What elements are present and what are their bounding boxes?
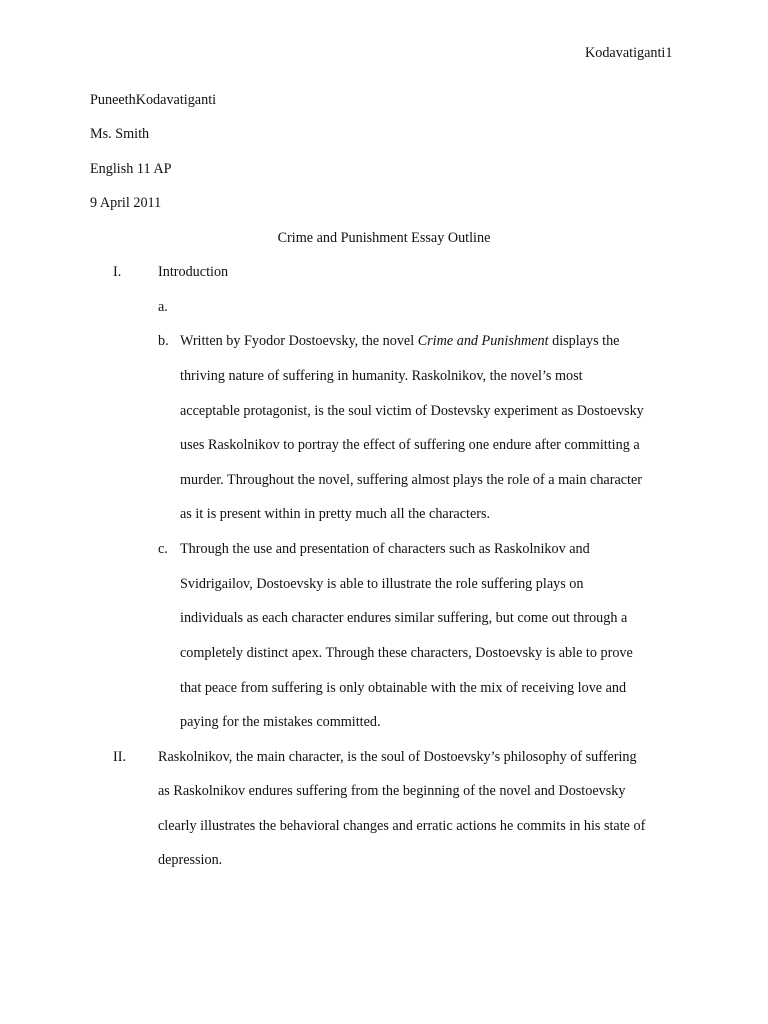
teacher-name: Ms. Smith bbox=[90, 126, 150, 142]
student-name: PuneethKodavatiganti bbox=[90, 92, 217, 108]
novel-title-italic: Crime and Punishment bbox=[417, 333, 549, 349]
course-name: English 11 AP bbox=[90, 161, 172, 177]
running-head: Kodavatiganti1 bbox=[585, 45, 673, 61]
item-c-line-4: completely distinct apex. Through these characters, Dostoevsky is able to prove bbox=[180, 645, 633, 661]
section-2-line-4: depression. bbox=[158, 852, 223, 868]
item-b-line-1-end: displays the bbox=[548, 333, 620, 349]
item-b-line-2: thriving nature of suffering in humanity. Raskolnikov, the novel’s most bbox=[180, 368, 583, 384]
item-b-marker: b. bbox=[158, 333, 169, 349]
section-1-heading: Introduction bbox=[158, 264, 229, 280]
essay-date: 9 April 2011 bbox=[90, 195, 162, 211]
item-c-marker: c. bbox=[158, 541, 168, 557]
item-b-line-4: uses Raskolnikov to portray the effect of suffering one endure after committing a bbox=[180, 437, 640, 453]
item-b-line-6: as it is present within in pretty much all the characters. bbox=[180, 506, 491, 522]
item-b-line-1 bbox=[180, 332, 619, 350]
item-b-line-1-start: Written by Fyodor Dostoevsky, the novel bbox=[180, 333, 418, 349]
section-2-line-1: Raskolnikov, the main character, is the soul of Dostoevsky’s philosophy of suffering bbox=[158, 749, 637, 765]
item-b-line-3: acceptable protagonist, is the soul victim of Dostevsky experiment as Dostoevsky bbox=[180, 403, 644, 419]
item-a-marker: a. bbox=[158, 299, 168, 315]
item-c-line-5: that peace from suffering is only obtainable with the mix of receiving love and bbox=[180, 680, 627, 696]
item-c-line-2: Svidrigailov, Dostoevsky is able to illustrate the role suffering plays on bbox=[180, 576, 584, 592]
section-2-line-3: clearly illustrates the behavioral changes and erratic actions he commits in his state of bbox=[158, 818, 646, 834]
section-2-numeral: II. bbox=[113, 749, 126, 765]
item-c-line-6: paying for the mistakes committed. bbox=[180, 714, 381, 730]
item-b-line-5: murder. Throughout the novel, suffering almost plays the role of a main character bbox=[180, 472, 643, 488]
item-c-line-3: individuals as each character endures similar suffering, but come out through a bbox=[180, 610, 628, 626]
essay-title: Crime and Punishment Essay Outline bbox=[277, 230, 491, 246]
item-c-line-1: Through the use and presentation of characters such as Raskolnikov and bbox=[180, 541, 590, 557]
section-1-numeral: I. bbox=[113, 264, 122, 280]
section-2-line-2: as Raskolnikov endures suffering from the beginning of the novel and Dostoevsky bbox=[158, 783, 626, 799]
